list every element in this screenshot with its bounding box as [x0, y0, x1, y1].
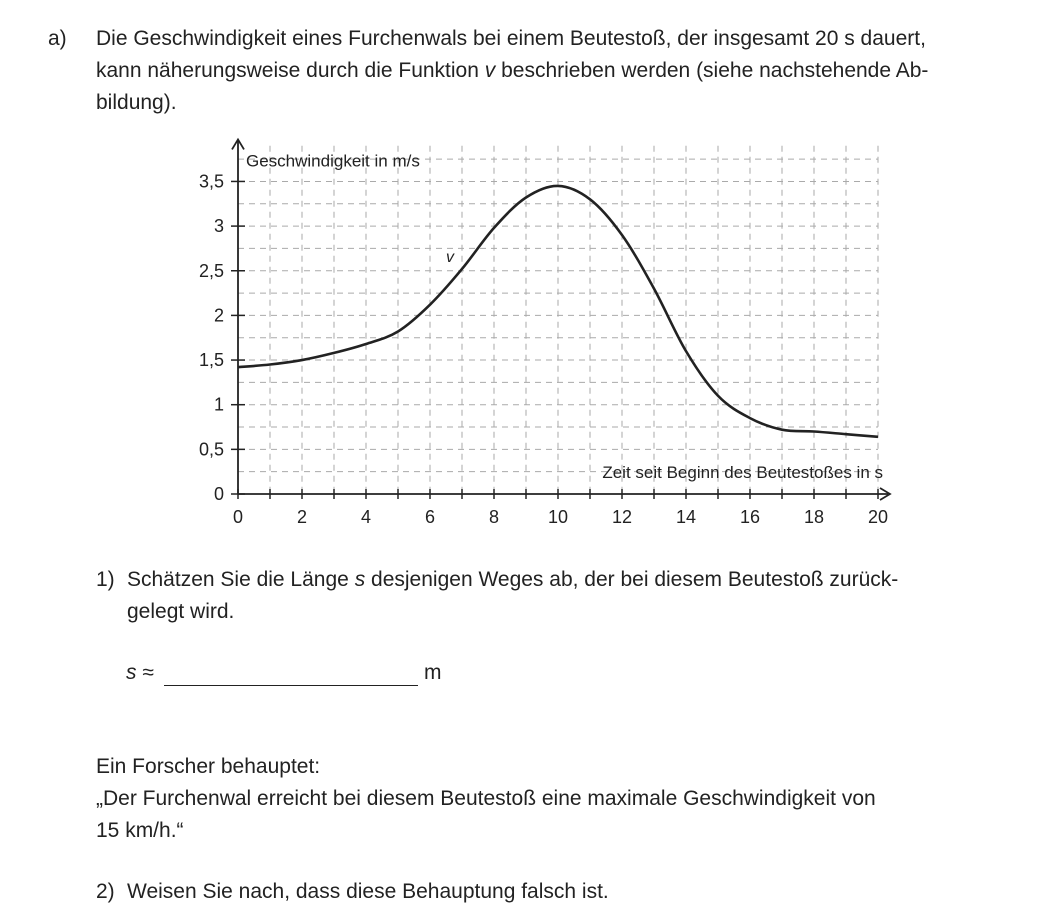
y-tick-label: 2 [213, 305, 224, 326]
claim-quote-line-1: „Der Furchenwal erreicht bei diesem Beutestoß eine maximale Geschwindigkeit von [96, 787, 876, 810]
y-tick-label: 0,5 [198, 439, 224, 460]
y-tick-label: 3 [213, 216, 224, 237]
chart-grid [238, 146, 878, 494]
y-tick-label: 1,5 [198, 350, 224, 371]
y-tick-label: 1 [213, 394, 224, 415]
question-2-text: Weisen Sie nach, dass diese Behauptung falsch ist. [127, 880, 609, 903]
intro-line-1: Die Geschwindigkeit eines Furchenwals bei einem Beutestoß, der insgesamt 20 s dauert, [96, 27, 926, 50]
intro-line-3: bildung). [96, 91, 177, 114]
x-tick-label: 6 [424, 507, 436, 527]
x-tick-label: 20 [867, 507, 889, 527]
answer-variable: s [126, 661, 137, 684]
question-1-line-2: gelegt wird. [127, 600, 235, 623]
question-2-number: 2) [96, 880, 115, 903]
x-axis-label: Zeit seit Beginn des Beutestoßes in s [602, 463, 883, 482]
x-tick-label: 12 [611, 507, 633, 527]
intro-line-2: kann näherungsweise durch die Funktion v beschrieben werden (siehe nachstehende Ab- [96, 59, 929, 82]
x-tick-label: 18 [803, 507, 825, 527]
claim-quote-line-2: 15 km/h.“ [96, 819, 184, 842]
answer-approx-sign: ≈ [142, 661, 154, 684]
y-axis-label: Geschwindigkeit in m/s [246, 151, 420, 171]
question-1-text [127, 564, 898, 628]
x-tick-label: 16 [739, 507, 761, 527]
y-tick-label: 0 [213, 484, 224, 504]
x-tick-label: 0 [232, 507, 244, 527]
x-tick-label: 14 [675, 507, 697, 527]
y-tick-label: 3,5 [198, 171, 224, 192]
claim-intro: Ein Forscher behauptet: [96, 755, 321, 778]
question-1-line-1: Schätzen Sie die Länge s desjenigen Weges ab, der bei diesem Beutestoß zurück- [127, 568, 899, 591]
distance-symbol: s [354, 568, 366, 591]
answer-unit: m [424, 661, 442, 684]
answer-blank[interactable] [164, 685, 418, 686]
function-symbol: v [484, 59, 496, 82]
curve-label: v [446, 248, 454, 266]
chart-axes [232, 139, 890, 500]
answer-line [126, 659, 442, 687]
question-1-number: 1) [96, 568, 115, 591]
task-marker: a) [48, 27, 67, 50]
x-tick-label: 10 [547, 507, 569, 527]
x-tick-label: 8 [488, 507, 500, 527]
x-tick-label: 2 [296, 507, 308, 527]
x-tick-label: 4 [360, 507, 372, 527]
y-tick-label: 2,5 [198, 260, 224, 281]
